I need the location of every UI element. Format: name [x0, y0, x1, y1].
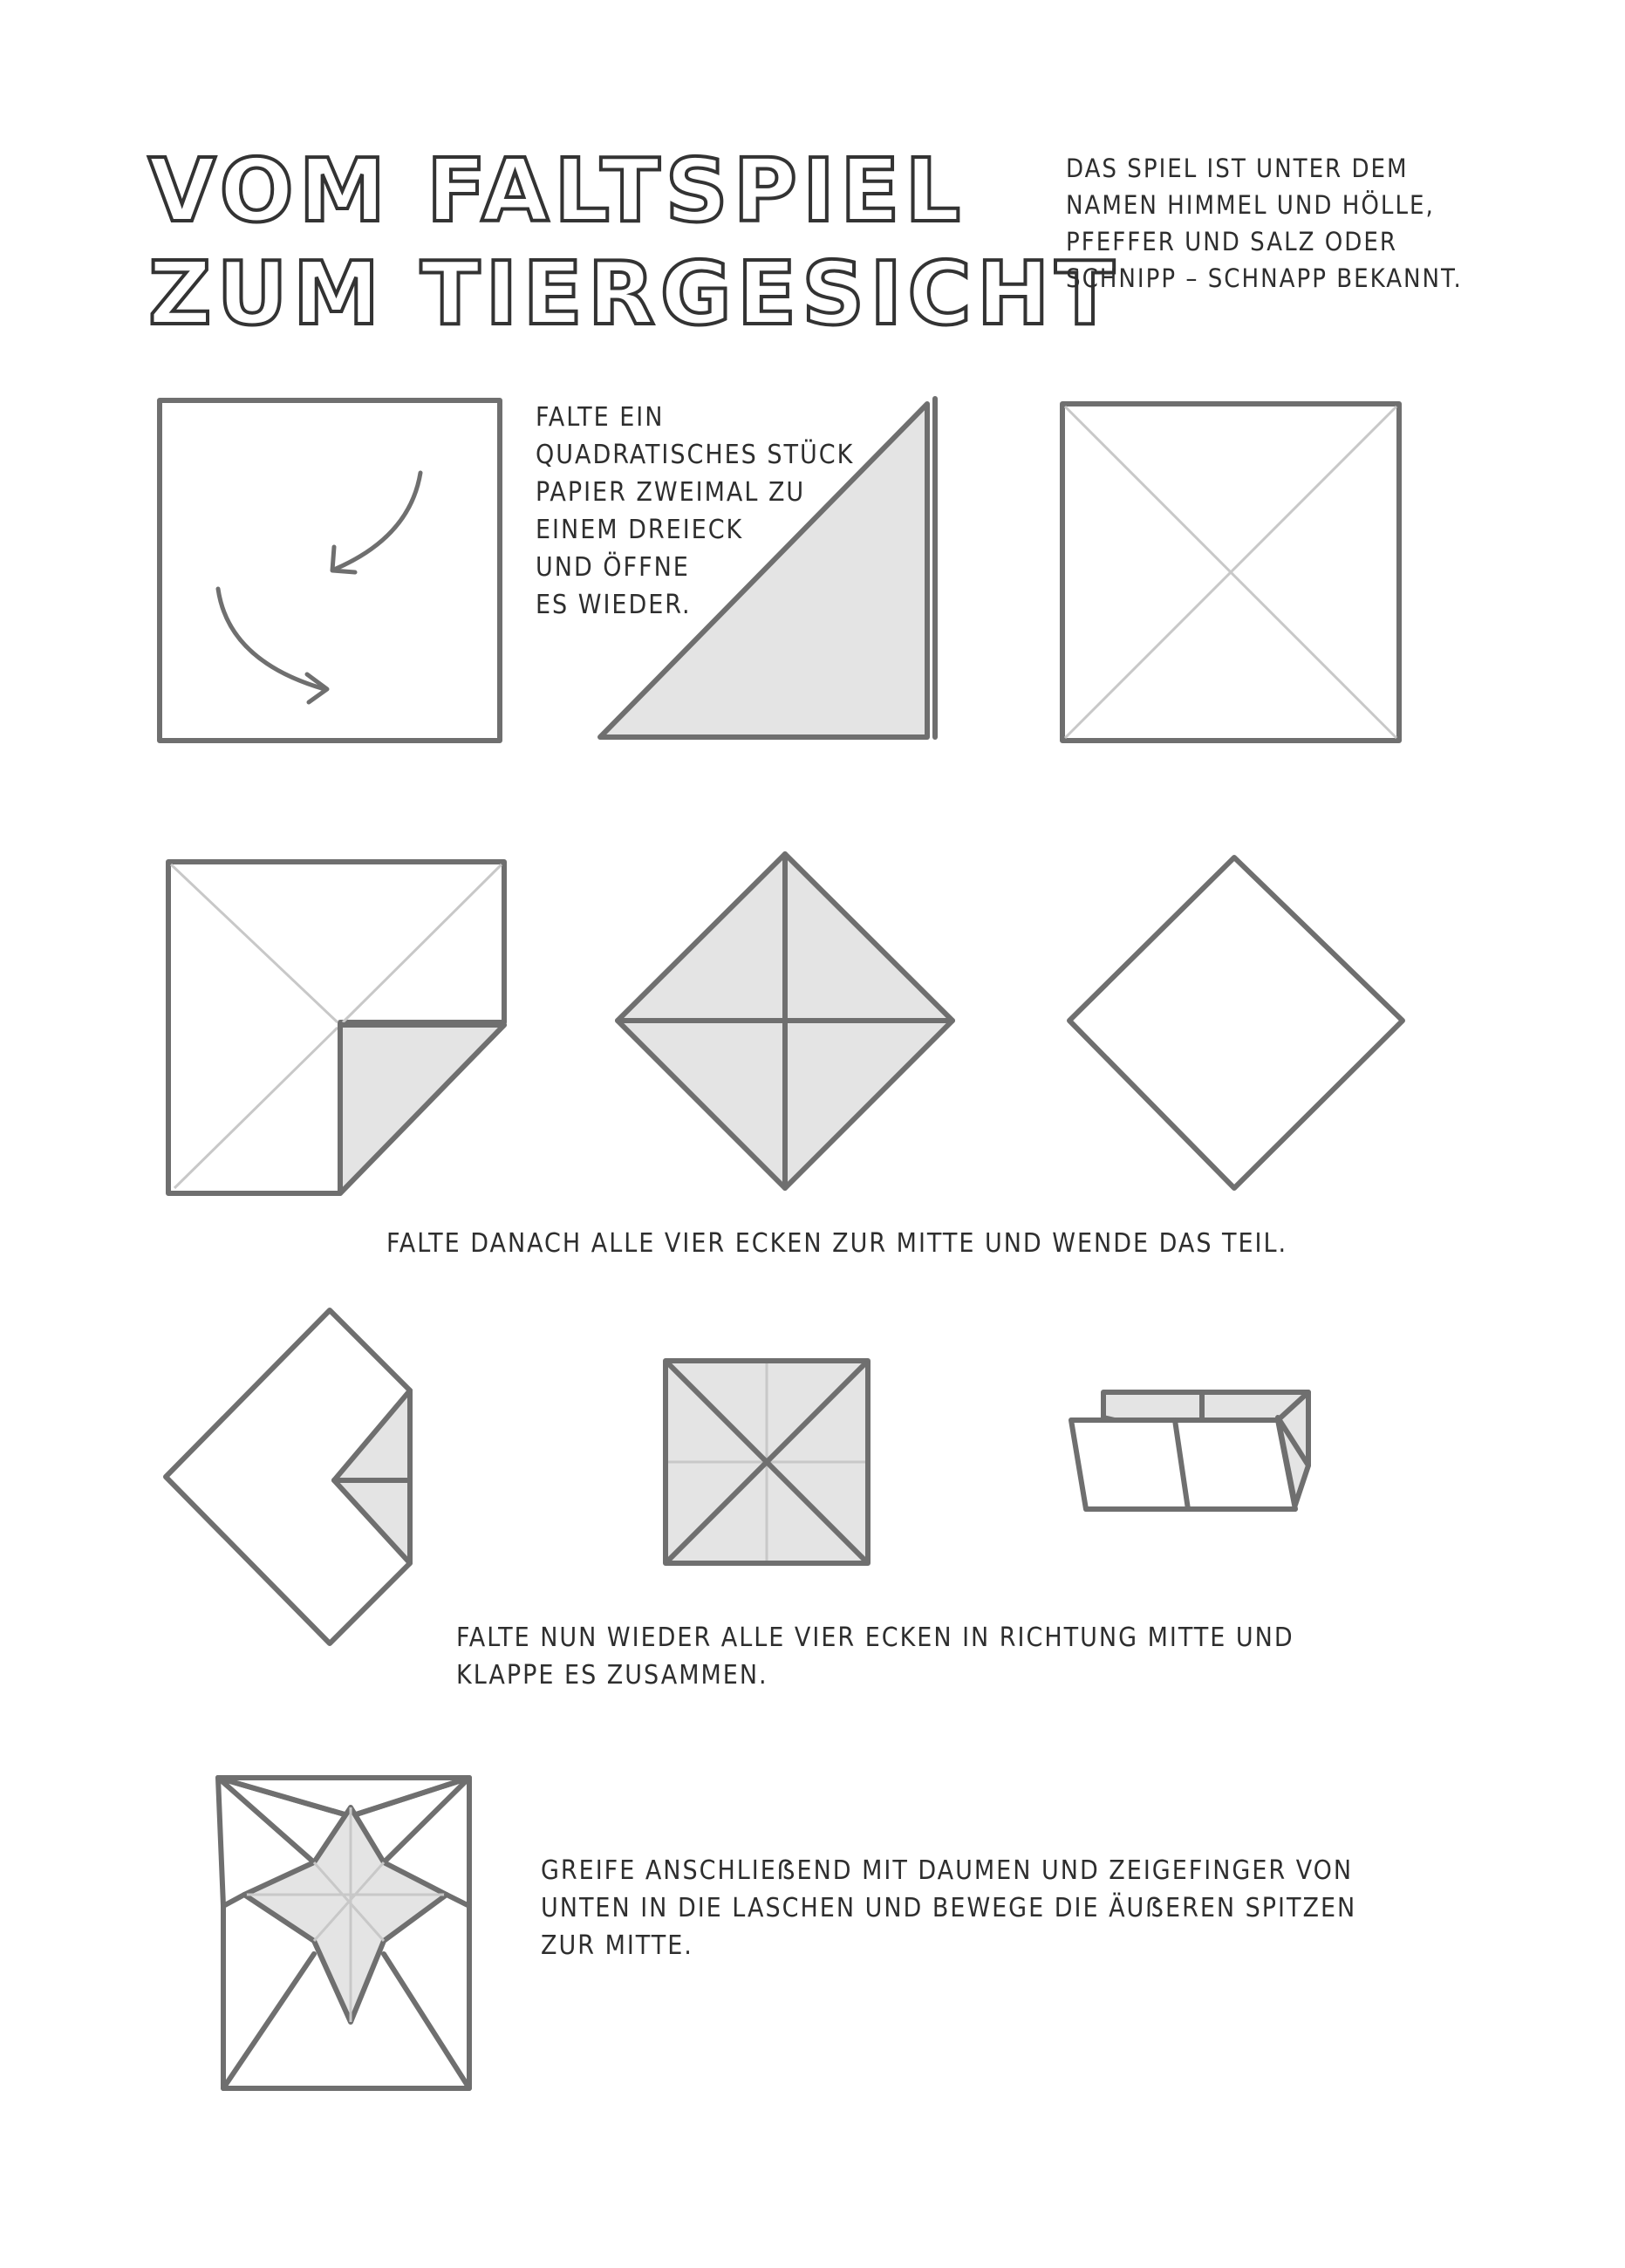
diagram-square-with-arrows: [160, 400, 500, 741]
step-2-text: FALTE DANACH ALLE VIER ECKEN ZUR MITTE UND WENDE DAS TEIL.: [386, 1228, 1288, 1259]
step-4-text: GREIFE ANSCHLIEẞEND MIT DAUMEN UND ZEIGEFINGER VON UNTEN IN DIE LASCHEN UND BEWEGE DIE ÄUẞEREN SPITZEN ZUR MITTE.: [541, 1855, 1357, 1961]
diagram-fortune-teller: [218, 1778, 469, 2088]
title-line-2: ZUM TIERGESICHT: [148, 243, 1120, 345]
diagram-small-square-creased: [666, 1361, 868, 1563]
diagram-diamond-one-corner-folded: [166, 1310, 410, 1643]
curved-arrow-1-icon: [336, 473, 420, 569]
step-1-text: FALTE EIN QUADRATISCHES STÜCK PAPIER ZWEIMAL ZU EINEM DREIECK UND ÖFFNE ES WIEDER.: [536, 402, 855, 620]
diagram-square-creased: [1062, 404, 1399, 741]
step-3-text: FALTE NUN WIEDER ALLE VIER ECKEN IN RICHTUNG MITTE UND KLAPPE ES ZUSAMMEN.: [456, 1622, 1294, 1691]
title-line-1: VOM FALTSPIEL: [148, 140, 966, 242]
diagram-corner-fold: [168, 862, 504, 1193]
intro-text: DAS SPIEL IST UNTER DEM NAMEN HIMMEL UND HÖLLE, PFEFFER UND SALZ ODER SCHNIPP – SCHNAPP BEKANNT.: [1066, 154, 1463, 293]
diagram-diamond-folded: [618, 854, 952, 1188]
diagram-diamond-turned: [1069, 857, 1403, 1188]
diagram-folded-together: [1071, 1392, 1308, 1509]
diagram-folded-triangle: [600, 399, 935, 737]
